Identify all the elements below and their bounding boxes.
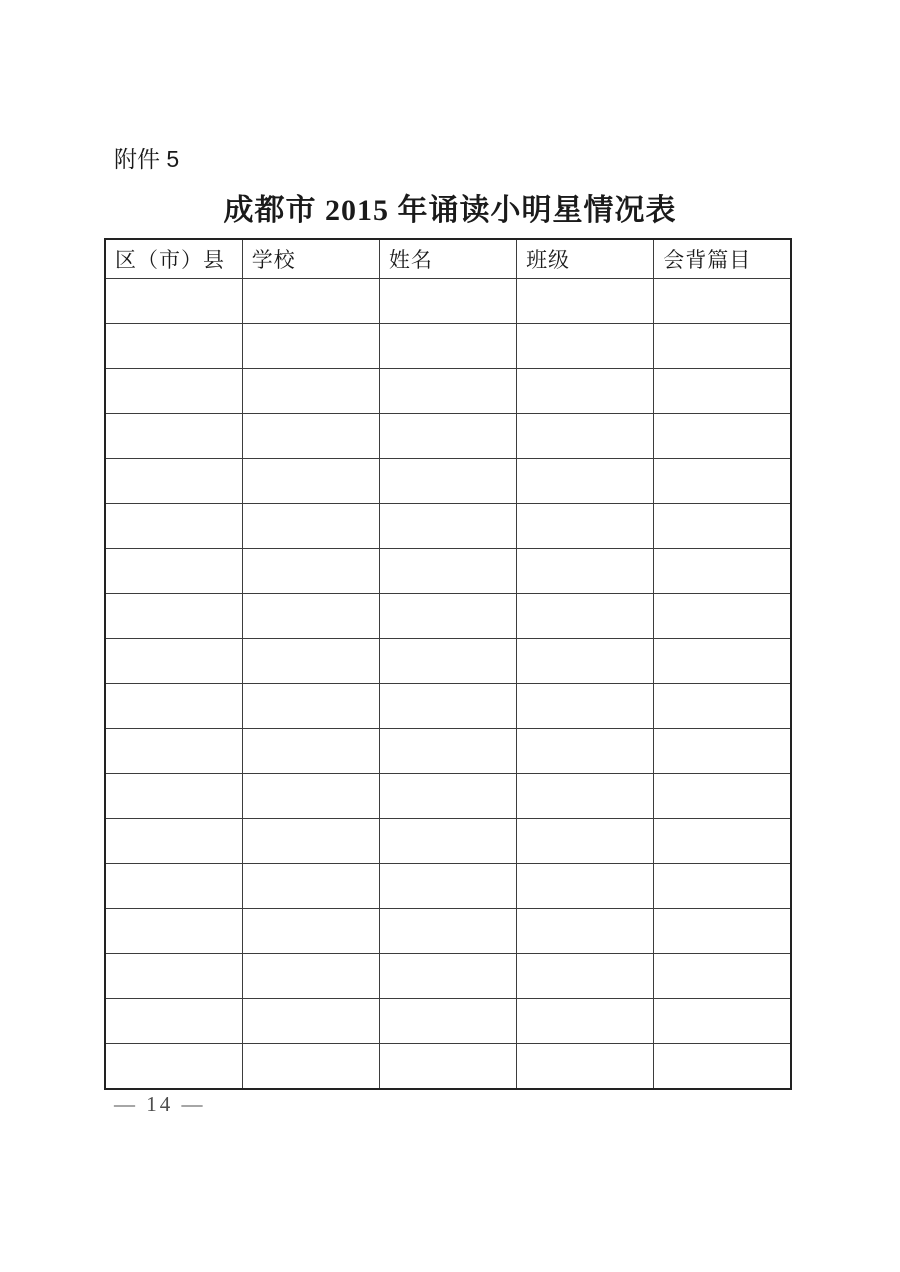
table-cell <box>654 279 791 324</box>
table-cell <box>517 369 654 414</box>
table-cell <box>105 279 242 324</box>
table-cell <box>105 954 242 999</box>
table-cell <box>105 369 242 414</box>
table-cell <box>242 729 379 774</box>
table-cell <box>654 594 791 639</box>
table-cell <box>379 909 516 954</box>
table-cell <box>105 1044 242 1090</box>
table-row <box>105 639 791 684</box>
table-cell <box>105 414 242 459</box>
table-cell <box>517 279 654 324</box>
column-header-recited-pieces: 会背篇目 <box>654 239 791 279</box>
table-cell <box>105 684 242 729</box>
table-cell <box>242 1044 379 1090</box>
table-cell <box>379 279 516 324</box>
table-cell <box>654 864 791 909</box>
table-cell <box>242 999 379 1044</box>
table-cell <box>379 864 516 909</box>
table-cell <box>517 909 654 954</box>
table-cell <box>379 999 516 1044</box>
table-cell <box>242 819 379 864</box>
table-cell <box>105 774 242 819</box>
table-cell <box>517 1044 654 1090</box>
table-cell <box>242 459 379 504</box>
table-cell <box>517 549 654 594</box>
table-cell <box>242 684 379 729</box>
table-cell <box>517 819 654 864</box>
table-row <box>105 954 791 999</box>
table-row <box>105 774 791 819</box>
table-cell <box>379 639 516 684</box>
table-cell <box>654 1044 791 1090</box>
table-cell <box>105 639 242 684</box>
table-row <box>105 729 791 774</box>
table-cell <box>242 369 379 414</box>
table-cell <box>379 819 516 864</box>
table-header-row <box>105 239 791 279</box>
table-cell <box>654 729 791 774</box>
table-cell <box>517 774 654 819</box>
table-cell <box>517 999 654 1044</box>
table-cell <box>105 729 242 774</box>
table-cell <box>242 954 379 999</box>
table-cell <box>105 549 242 594</box>
table-row <box>105 864 791 909</box>
table-cell <box>654 819 791 864</box>
table-row <box>105 459 791 504</box>
table-cell <box>517 729 654 774</box>
table-row <box>105 999 791 1044</box>
table-row <box>105 549 791 594</box>
table-cell <box>517 639 654 684</box>
table-cell <box>242 594 379 639</box>
table-row <box>105 504 791 549</box>
table-row <box>105 684 791 729</box>
table-cell <box>654 774 791 819</box>
table-cell <box>379 594 516 639</box>
table-cell <box>105 504 242 549</box>
table-cell <box>242 909 379 954</box>
column-header-school: 学校 <box>242 239 379 279</box>
table-cell <box>105 459 242 504</box>
column-header-district: 区（市）县 <box>105 239 242 279</box>
table-cell <box>654 549 791 594</box>
table-cell <box>105 324 242 369</box>
table-cell <box>654 954 791 999</box>
table-cell <box>379 369 516 414</box>
page-number: — 14 — <box>114 1092 206 1116</box>
table-cell <box>242 549 379 594</box>
table-cell <box>242 279 379 324</box>
table-cell <box>654 999 791 1044</box>
table-cell <box>379 324 516 369</box>
table-row <box>105 324 791 369</box>
table-cell <box>105 864 242 909</box>
column-header-name: 姓名 <box>379 239 516 279</box>
table-row <box>105 414 791 459</box>
table-cell <box>379 549 516 594</box>
table-cell <box>654 369 791 414</box>
document-title: 成都市 2015 年诵读小明星情况表 <box>223 194 677 227</box>
table-cell <box>517 954 654 999</box>
table-row <box>105 1044 791 1090</box>
table-cell <box>242 864 379 909</box>
table-cell <box>242 504 379 549</box>
table-cell <box>517 594 654 639</box>
table-cell <box>105 909 242 954</box>
table-cell <box>654 684 791 729</box>
table-cell <box>517 864 654 909</box>
table-cell <box>654 504 791 549</box>
table-row <box>105 594 791 639</box>
table-cell <box>242 774 379 819</box>
roster-table <box>104 238 792 1090</box>
table-cell <box>654 459 791 504</box>
table-cell <box>379 459 516 504</box>
table-cell <box>242 414 379 459</box>
table-cell <box>654 909 791 954</box>
table-row <box>105 279 791 324</box>
table-cell <box>379 774 516 819</box>
table-cell <box>379 414 516 459</box>
table-row <box>105 819 791 864</box>
table-cell <box>105 819 242 864</box>
table-cell <box>654 324 791 369</box>
table-cell <box>517 684 654 729</box>
table-cell <box>379 684 516 729</box>
table-cell <box>105 999 242 1044</box>
table-cell <box>105 594 242 639</box>
column-header-class: 班级 <box>517 239 654 279</box>
table-cell <box>379 504 516 549</box>
table-cell <box>242 324 379 369</box>
table-cell <box>517 459 654 504</box>
table-cell <box>517 504 654 549</box>
table-cell <box>242 639 379 684</box>
table-cell <box>379 954 516 999</box>
table-cell <box>379 729 516 774</box>
table-cell <box>379 1044 516 1090</box>
table-row <box>105 909 791 954</box>
table-body <box>105 279 791 1090</box>
attachment-label: 附件 5 <box>114 146 180 172</box>
table-cell <box>517 414 654 459</box>
table-cell <box>654 414 791 459</box>
table-row <box>105 369 791 414</box>
table-cell <box>654 639 791 684</box>
table-cell <box>517 324 654 369</box>
